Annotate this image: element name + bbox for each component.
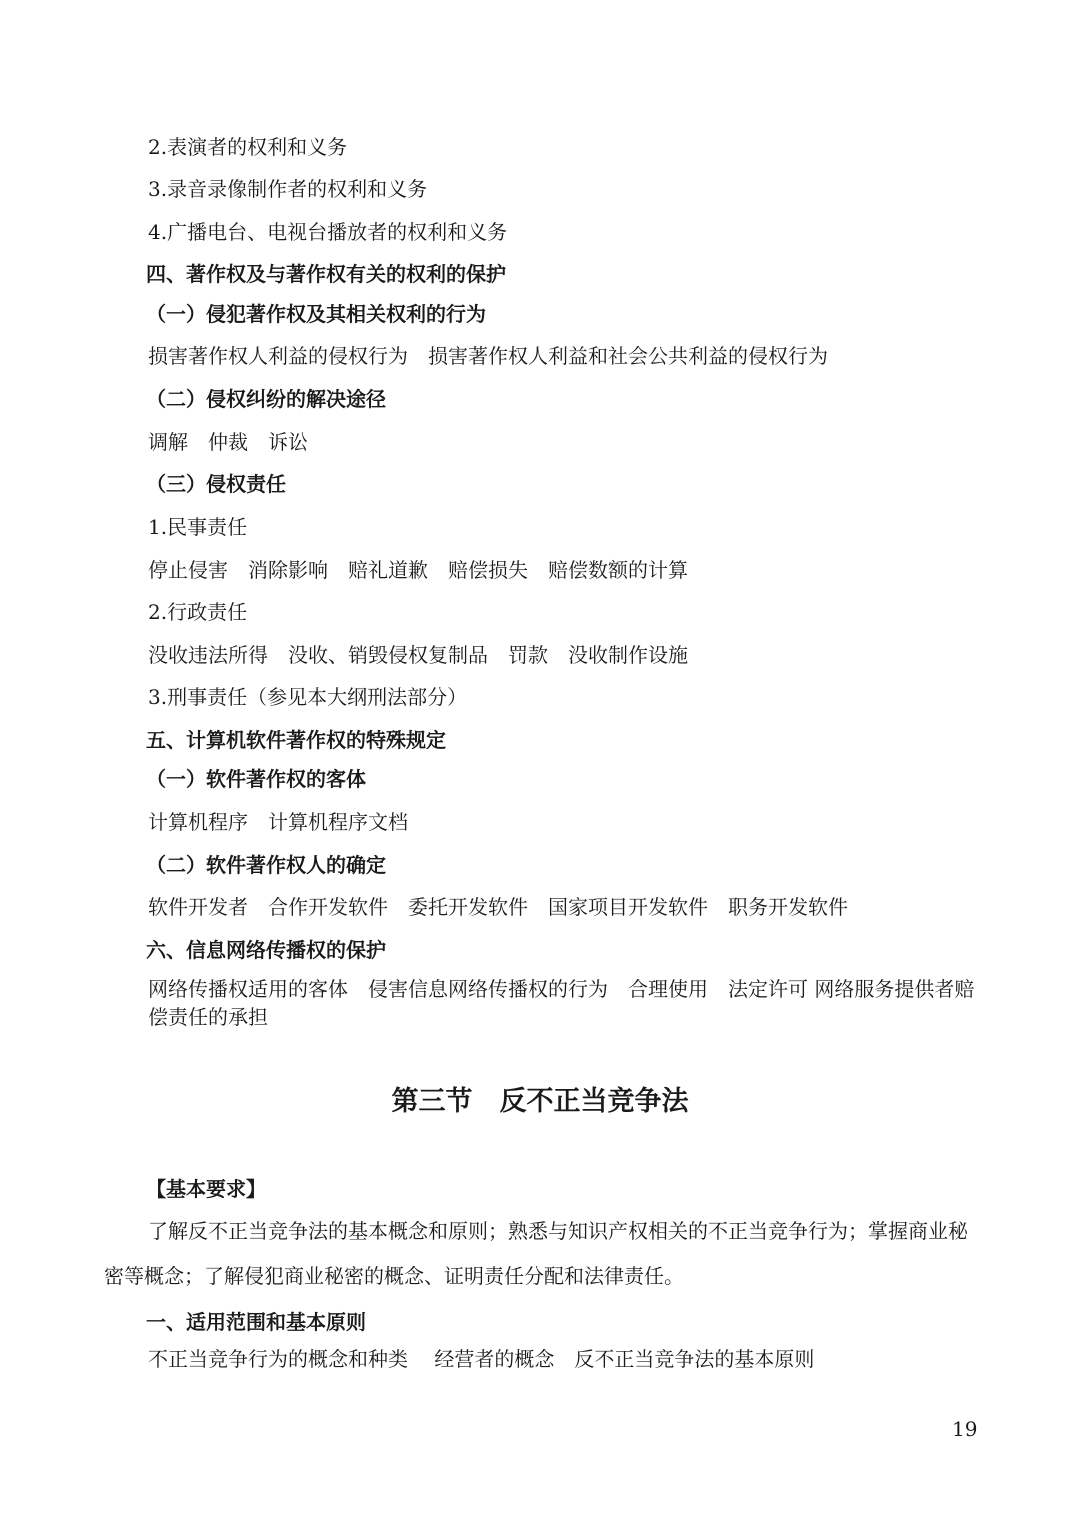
body-text: 调解 仲裁 诉讼	[148, 430, 308, 454]
subsection-heading: （一）侵犯著作权及其相关权利的行为	[146, 302, 486, 326]
subsection-heading: （三）侵权责任	[146, 472, 286, 496]
section-heading: 一、适用范围和基本原则	[146, 1310, 366, 1334]
subsection-heading: （一）软件著作权的客体	[146, 767, 366, 791]
section-heading: 六、信息网络传播权的保护	[146, 938, 386, 962]
body-text: 软件开发者 合作开发软件 委托开发软件 国家项目开发软件 职务开发软件	[148, 895, 848, 919]
list-item: 1.民事责任	[148, 515, 248, 539]
requirements-label: 【基本要求】	[146, 1177, 266, 1201]
chapter-section-title: 第三节 反不正当竞争法	[391, 1086, 689, 1117]
subsection-heading: （二）侵权纠纷的解决途径	[146, 387, 386, 411]
list-item: 2.表演者的权利和义务	[148, 135, 348, 159]
body-text: 不正当竞争行为的概念和种类 经营者的概念 反不正当竞争法的基本原则	[148, 1347, 815, 1371]
list-item: 3.刑事责任（参见本大纲刑法部分）	[148, 685, 468, 709]
list-item: 2.行政责任	[148, 600, 248, 624]
section-heading: 五、计算机软件著作权的特殊规定	[146, 728, 446, 752]
body-text: 损害著作权人利益的侵权行为 损害著作权人利益和社会公共利益的侵权行为	[148, 344, 828, 368]
body-text: 网络传播权适用的客体 侵害信息网络传播权的行为 合理使用 法定许可 网络服务提供者赔偿责任的承担	[148, 977, 975, 1029]
body-text: 计算机程序 计算机程序文档	[148, 810, 408, 834]
body-text: 停止侵害 消除影响 赔礼道歉 赔偿损失 赔偿数额的计算	[148, 558, 688, 582]
requirements-text: 了解反不正当竞争法的基本概念和原则；熟悉与知识产权相关的不正当竞争行为；掌握商业秘密等概念；了解侵犯商业秘密的概念、证明责任分配和法律责任。	[104, 1219, 968, 1288]
list-item: 3.录音录像制作者的权利和义务	[148, 177, 428, 201]
list-item: 4.广播电台、电视台播放者的权利和义务	[148, 220, 508, 244]
page-number: 19	[952, 1417, 978, 1441]
body-text: 没收违法所得 没收、销毁侵权复制品 罚款 没收制作设施	[148, 643, 688, 667]
subsection-heading: （二）软件著作权人的确定	[146, 853, 386, 877]
section-heading: 四、著作权及与著作权有关的权利的保护	[146, 262, 506, 286]
